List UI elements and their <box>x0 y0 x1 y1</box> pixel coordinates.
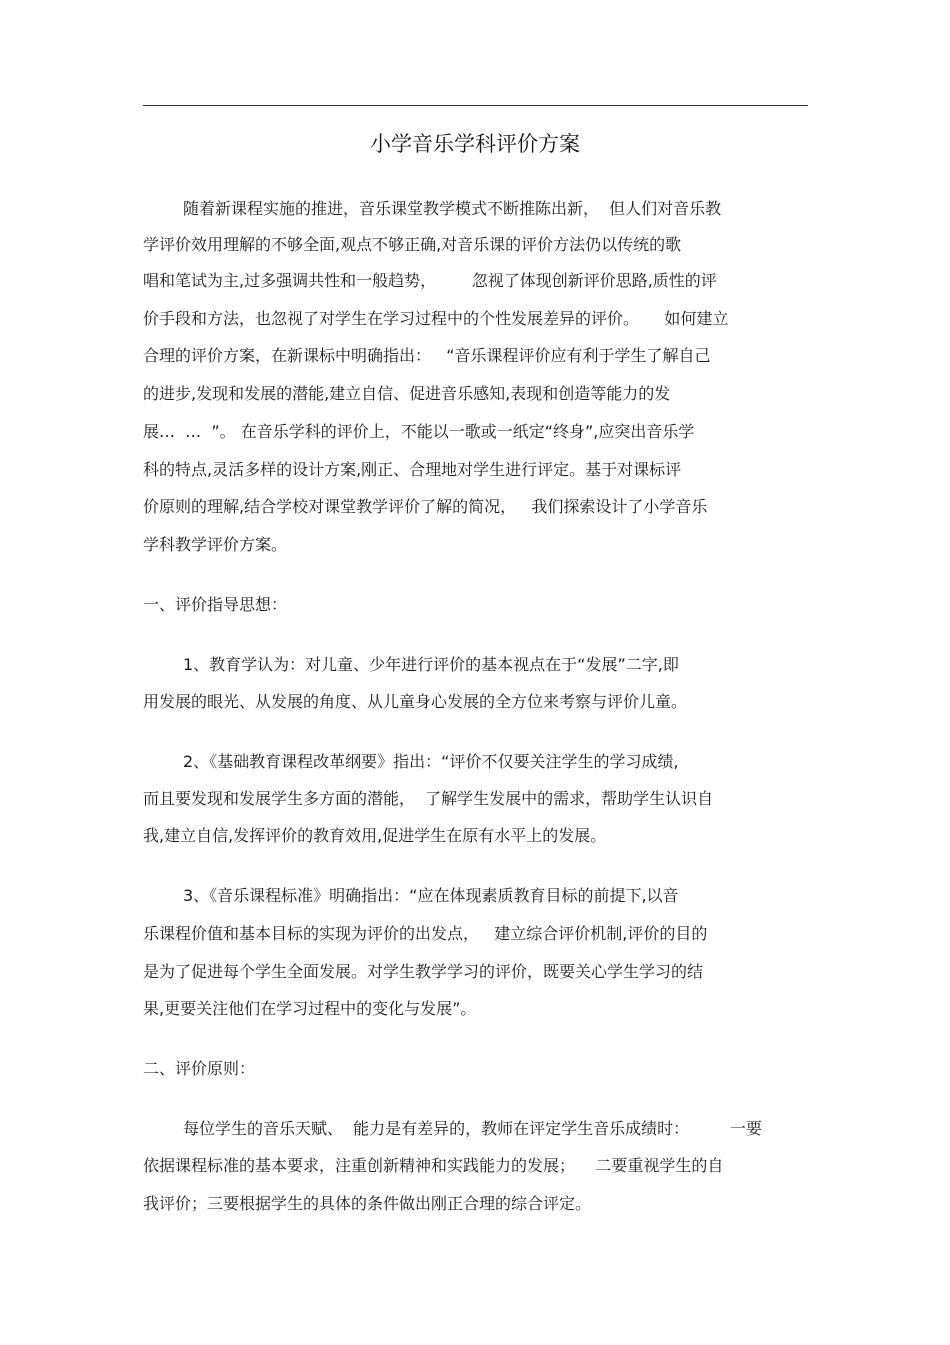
header-rule <box>143 105 808 106</box>
text-line: 的进步,发现和发展的潜能,建立自信、促进音乐感知,表现和创造等能力的发 <box>143 384 671 403</box>
text-line: 学评价效用理解的不够全面,观点不够正确,对音乐课的评价方法仍以传统的歌 <box>143 235 682 254</box>
text-line: 合理的评价方案，在新课标中明确指出： “音乐课程评价应有利于学生了解自己 <box>143 346 711 365</box>
text-line: 学科教学评价方案。 <box>143 535 288 554</box>
text-line: 用发展的眼光、从发展的角度、从儿童身心发展的全方位来考察与评价儿童。 <box>143 692 688 711</box>
text-line: 价原则的理解,结合学校对课堂教学评价了解的简况， 我们探索设计了小学音乐 <box>143 497 708 516</box>
text-line: 是为了促进每个学生全面发展。对学生教学学习的评价，既要关心学生学习的结 <box>143 962 704 981</box>
text-line: 2、《基础教育课程改革纲要》指出：“评价不仅要关注学生的学习成绩, <box>183 752 679 771</box>
text-line: 展… … ”。 在音乐学科的评价上，不能以一歌或一纸定“终身”,应突出音乐学 <box>143 422 695 441</box>
section-heading-2: 二、评价原则： <box>143 1059 256 1078</box>
text-line: 科的特点,灵活多样的设计方案,刚正、合理地对学生进行评定。基于对课标评 <box>143 460 682 479</box>
text-line: 我,建立自信,发挥评价的教育效用,促进学生在原有水平上的发展。 <box>143 826 607 845</box>
document-title: 小学音乐学科评价方案 <box>370 132 580 156</box>
text-line: 果,更要关注他们在学习过程中的变化与发展”。 <box>143 999 477 1018</box>
text-line: 唱和笔试为主,过多强调共性和一般趋势， 忽视了体现创新评价思路,质性的评 <box>143 271 717 290</box>
text-line: 每位学生的音乐天赋、 能力是有差异的，教师在评定学生音乐成绩时： 一要 <box>183 1119 762 1138</box>
text-line: 乐课程价值和基本目标的实现为评价的出发点， 建立综合评价机制,评价的目的 <box>143 924 708 943</box>
text-line: 我评价；三要根据学生的具体的条件做出刚正合理的综合评定。 <box>143 1194 592 1213</box>
text-line: 而且要发现和发展学生多方面的潜能， 了解学生发展中的需求，帮助学生认识自 <box>143 789 714 808</box>
text-line: 价手段和方法，也忽视了对学生在学习过程中的个性发展差异的评价。 如何建立 <box>143 309 729 328</box>
text-line: 3、《音乐课程标准》明确指出：“应在体现素质教育目标的前提下,以音 <box>183 886 679 905</box>
text-line: 随着新课程实施的推进，音乐课堂教学模式不断推陈出新， 但人们对音乐教 <box>183 199 722 218</box>
text-line: 1、教育学认为：对儿童、少年进行评价的基本视点在于“发展”二字,即 <box>183 655 679 674</box>
text-line: 依据课程标准的基本要求，注重创新精神和实践能力的发展； 二要重视学生的自 <box>143 1156 724 1175</box>
section-heading-1: 一、评价指导思想： <box>143 595 288 614</box>
